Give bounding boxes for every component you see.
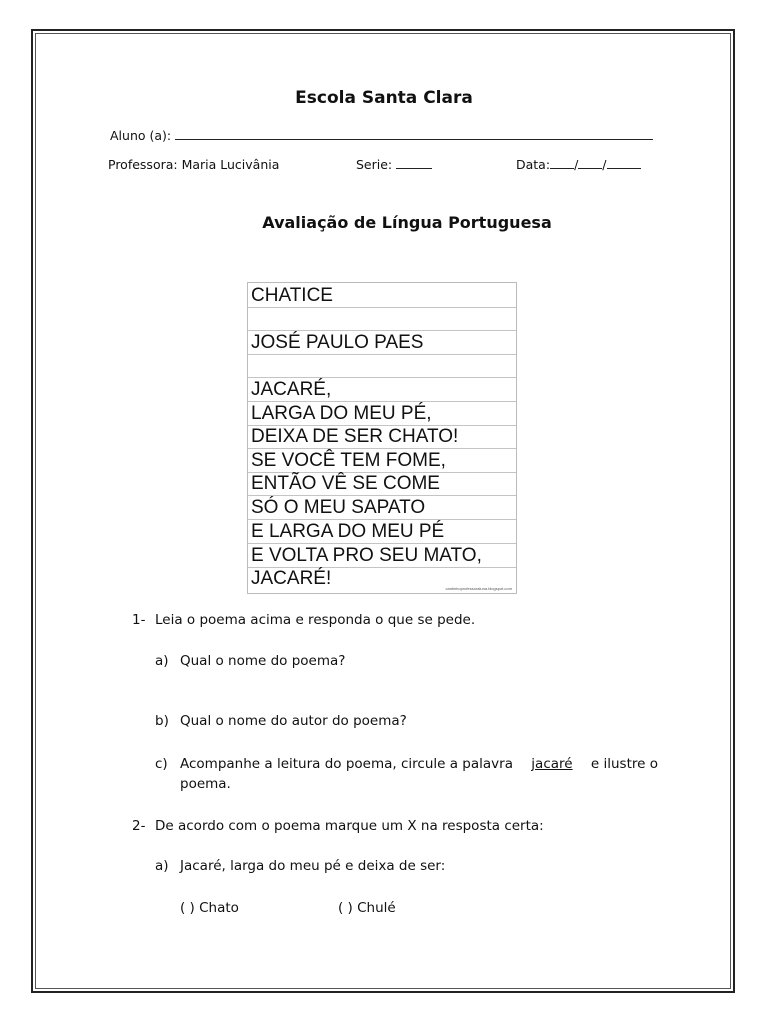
poem-line: DEIXA DE SER CHATO! (248, 426, 516, 449)
poem-box (247, 282, 517, 594)
poem-line: E VOLTA PRO SEU MATO, (248, 544, 516, 568)
teacher-label: Professora: Maria Lucivânia (108, 157, 280, 172)
option-chule[interactable]: ( ) Chulé (338, 900, 396, 916)
question-1a-text: Qual o nome do poema? (180, 653, 346, 669)
question-1c-text: Acompanhe a leitura do poema, circule a palavra (180, 756, 513, 772)
student-label: Aluno (a): (110, 128, 172, 143)
question-1-text: Leia o poema acima e responda o que se pede. (155, 612, 476, 628)
poem-line: E LARGA DO MEU PÉ (248, 520, 516, 544)
poem-author: JOSÉ PAULO PAES (248, 331, 516, 355)
question-2-text: De acordo com o poema marque um X na resposta certa: (155, 818, 544, 834)
grade-line (356, 157, 432, 172)
option-chato[interactable]: ( ) Chato (180, 900, 239, 916)
question-2-number: 2- (132, 818, 146, 834)
poem-line: JACARÉ! (251, 568, 332, 589)
date-label: Data: (516, 157, 551, 172)
date-day-blank[interactable] (550, 168, 574, 169)
assessment-title: Avaliação de Língua Portuguesa (262, 213, 552, 232)
date-month-blank[interactable] (578, 168, 602, 169)
poem-line: SÓ O MEU SAPATO (248, 496, 516, 520)
question-1c-text-line2: poema. (180, 776, 231, 792)
question-2a-letter: a) (155, 858, 169, 874)
question-1c-letter: c) (155, 756, 168, 772)
poem-title: CHATICE (248, 283, 516, 308)
question-1c-keyword: jacaré (531, 756, 573, 772)
poem-line: ENTÃO VÊ SE COME (248, 473, 516, 496)
question-1b-letter: b) (155, 713, 169, 729)
grade-label: Serie: (356, 157, 393, 172)
question-1c-text-end: e ilustre o (590, 756, 658, 772)
poem-line: LARGA DO MEU PÉ, (248, 402, 516, 426)
question-2a-text: Jacaré, larga do meu pé e deixa de ser: (180, 858, 446, 874)
question-1b-text: Qual o nome do autor do poema? (180, 713, 407, 729)
poem-blank-row (248, 308, 516, 331)
poem-credit: cantinhoprofessoraluna.blogspot.com (445, 586, 512, 591)
date-separator: / (574, 157, 579, 172)
question-1-number: 1- (132, 612, 146, 628)
poem-blank-row (248, 355, 516, 378)
school-name: Escola Santa Clara (295, 88, 473, 108)
poem-line: JACARÉ, (248, 378, 516, 402)
date-line (516, 157, 641, 172)
poem-line: SE VOCÊ TEM FOME, (248, 449, 516, 473)
student-name-blank[interactable] (175, 139, 653, 140)
question-1c-line (180, 756, 658, 772)
question-1a-letter: a) (155, 653, 169, 669)
grade-blank[interactable] (396, 168, 432, 169)
date-year-blank[interactable] (607, 168, 641, 169)
student-line (110, 128, 653, 143)
date-separator: / (602, 157, 607, 172)
